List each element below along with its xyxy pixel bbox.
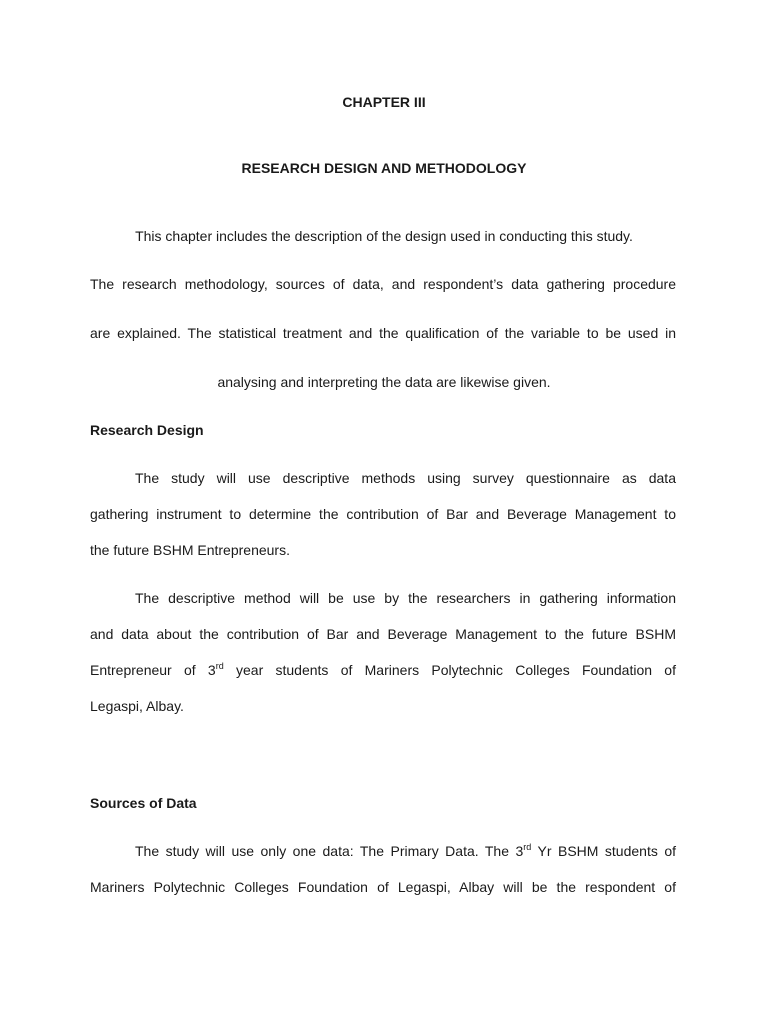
chapter-number: CHAPTER III: [342, 94, 426, 110]
research-design-p2-line-3: [90, 661, 676, 679]
sources-p1-line-2: Mariners Polytechnic Colleges Foundation of Legaspi, Albay will be the respondent of: [90, 879, 676, 895]
sources-p1-line-1-post: Yr BSHM students of: [531, 843, 676, 859]
section-heading-sources-of-data: Sources of Data: [90, 795, 197, 811]
research-design-p1-line-2: gathering instrument to determine the contribution of Bar and Beverage Management to: [90, 506, 676, 522]
sources-p1-line-1-pre: The study will use only one data: The Primary Data. The 3: [135, 843, 524, 859]
research-design-p2-line-1: The descriptive method will be use by the researchers in gathering information: [135, 590, 676, 606]
intro-line-2: The research methodology, sources of data, and respondent’s data gathering procedure: [90, 276, 676, 292]
research-design-p2-line-3-pre: Entrepreneur of 3: [90, 662, 216, 678]
research-design-p1-line-1: The study will use descriptive methods using survey questionnaire as data: [135, 470, 676, 486]
intro-line-3: are explained. The statistical treatment and the qualification of the variable to be used in: [90, 325, 676, 341]
research-design-p2-line-3-post: year students of Mariners Polytechnic Colleges Foundation of: [223, 662, 676, 678]
research-design-p1-line-3: the future BSHM Entrepreneurs.: [90, 542, 290, 558]
chapter-title: RESEARCH DESIGN AND METHODOLOGY: [241, 160, 527, 176]
intro-line-1: This chapter includes the description of the design used in conducting this study.: [135, 228, 633, 244]
ordinal-superscript: rd: [215, 661, 224, 671]
ordinal-superscript: rd: [523, 842, 532, 852]
research-design-p2-line-4: Legaspi, Albay.: [90, 698, 184, 714]
section-heading-research-design: Research Design: [90, 422, 204, 438]
intro-line-4: analysing and interpreting the data are likewise given.: [217, 374, 551, 390]
research-design-p2-line-2: and data about the contribution of Bar and Beverage Management to the future BSHM: [90, 626, 676, 642]
sources-p1-line-1: [135, 842, 676, 860]
